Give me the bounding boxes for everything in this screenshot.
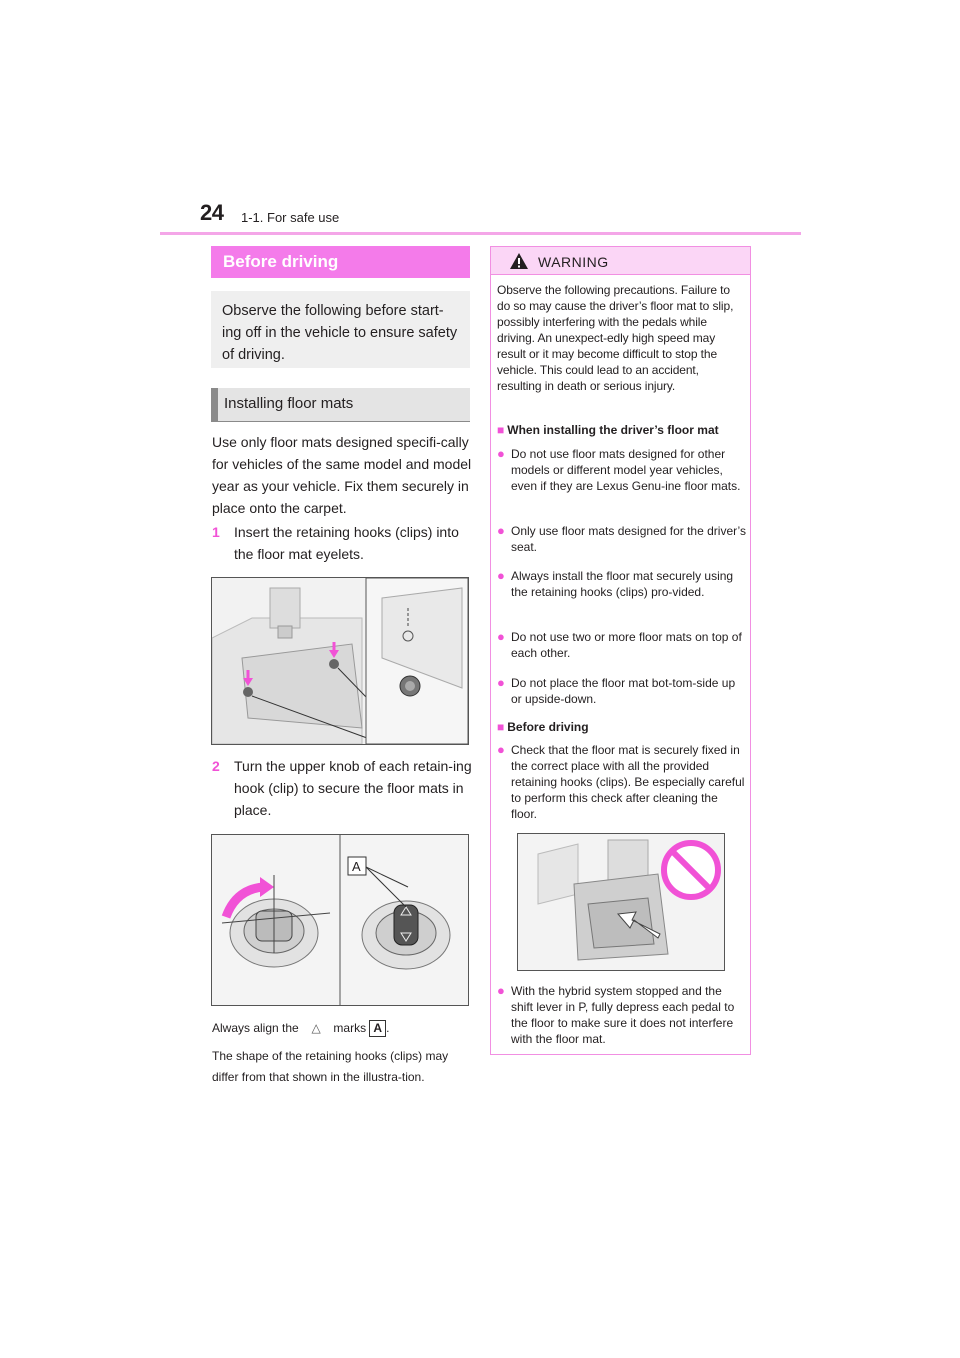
floor-mat-drawing: [212, 578, 468, 744]
knob-illustration: [211, 834, 469, 1006]
bullet-dot-icon: ●: [497, 629, 505, 644]
caption-mark-a: A: [369, 1020, 386, 1037]
warning-header: [491, 247, 750, 275]
caption-end: .: [386, 1021, 390, 1035]
step-number: 1: [212, 524, 220, 540]
intro-box: Observe the following before start-ing off in the vehicle to ensure safety of driving.: [211, 291, 470, 368]
figure-caption: [212, 1018, 474, 1039]
warning-bullet: ● Only use floor mats designed for the driver’s seat.: [497, 523, 747, 554]
floor-mat-illustration: [211, 577, 469, 745]
subheading: Installing floor mats: [211, 388, 470, 421]
prohibited-illustration: [517, 833, 725, 971]
bullet-dot-icon: ●: [497, 742, 505, 757]
warning-bullet: ● Check that the floor mat is securely fixed in the correct place with all the provided retaining hooks (clips). Be especially careful to perform this check after cleaning the floor.: [497, 742, 745, 821]
step-2: [212, 755, 474, 821]
warning-section-1-heading: ■ When installing the driver’s floor mat: [497, 423, 719, 437]
bullet-dot-icon: ●: [497, 983, 505, 998]
warning-bullet: ● With the hybrid system stopped and the shift lever in P, fully depress each pedal to the floor to make sure it does not interfere with the floor mat.: [497, 983, 735, 1046]
square-bullet-icon: ■: [497, 720, 505, 734]
warning-icon: [509, 252, 529, 275]
subheading-rule: [211, 421, 470, 422]
bullet-dot-icon: ●: [497, 446, 505, 461]
bullet-dot-icon: ●: [497, 675, 505, 690]
page-number: 24: [200, 200, 224, 225]
warning-bullet: ● Always install the floor mat securely using the retaining hooks (clips) pro-vided.: [497, 568, 734, 599]
step-text: Insert the retaining hooks (clips) into the floor mat eyelets.: [234, 524, 459, 562]
triangle-mark-icon: △: [311, 1021, 321, 1035]
warning-bullet: ● Do not use two or more floor mats on top of each other.: [497, 629, 742, 660]
warning-intro: Observe the following precautions. Failure to do so may cause the driver’s floor mat to slip, possibly interfering with the pedals while driving. An unexpect-edly high speed may result or it may become difficult to stop the vehicle. This could lead to an accident, resulting in death or serious injury.: [497, 283, 734, 393]
warning-bullet: ● Do not use floor mats designed for other models or different model year vehicles, even if they are Lexus Genu-ine floor mats.: [497, 446, 741, 493]
prohibited-drawing: [518, 834, 724, 970]
warning-bullet: ● Do not place the floor mat bot-tom-side up or upside-down.: [497, 675, 736, 706]
step-text: Turn the upper knob of each retain-ing hook (clip) to secure the floor mats in place.: [234, 758, 472, 818]
step-number: 2: [212, 758, 220, 774]
warning-section-2-heading: ■ Before driving: [497, 720, 589, 734]
section-title: 1-1. For safe use: [241, 210, 340, 225]
bullet-dot-icon: ●: [497, 523, 505, 538]
caption-prefix: Always align the: [212, 1021, 299, 1035]
header-rule: [160, 232, 801, 235]
square-bullet-icon: ■: [497, 423, 505, 437]
knob-drawing: [212, 835, 468, 1005]
page-heading: Before driving: [211, 246, 470, 278]
step-1: [212, 521, 474, 565]
figure-label-a: A: [352, 859, 361, 874]
note-text: The shape of the retaining hooks (clips) may differ from that shown in the illustra-tion.: [212, 1049, 449, 1084]
bullet-dot-icon: ●: [497, 568, 505, 583]
warning-title: WARNING: [538, 254, 609, 270]
caption-mid: marks: [333, 1021, 367, 1035]
body-text: Use only floor mats designed specifi-cally for vehicles of the same model and model year as your vehicle. Fix them securely in place onto the carpet.: [212, 434, 472, 516]
